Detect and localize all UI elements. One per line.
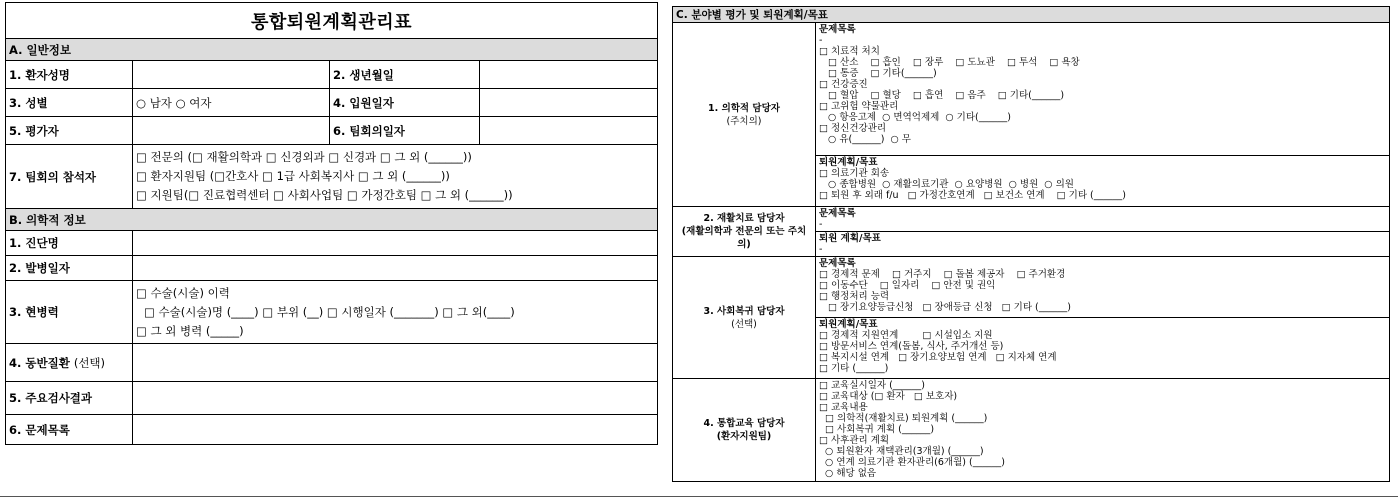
admission-date-label: 4. 입원일자 [330, 89, 480, 117]
social-goal-line-5[interactable]: □ 기타 (______) [819, 363, 889, 374]
education-line-2[interactable]: □ 교육대상 (□ 환자 □ 보호자) [819, 391, 958, 402]
current-history-line-3[interactable]: □ 그 외 병력 (_____) [136, 323, 244, 338]
social-goal-line-1: 퇴원계획/목표 [819, 319, 878, 330]
form-table-right [672, 6, 1390, 482]
social-problem-list[interactable] [816, 257, 1390, 318]
attendees-field[interactable] [133, 145, 658, 209]
social-role-cell [673, 257, 816, 379]
comorbidity-title: 4. 동반질환 [9, 355, 70, 370]
education-line-8[interactable]: ○ 연계 의료기관 환자관리(6개월) (______) [819, 457, 1005, 468]
diagnosis-field[interactable] [133, 231, 658, 256]
patient-name-label: 1. 환자성명 [6, 61, 133, 89]
meeting-date-label: 6. 팀회의일자 [330, 117, 480, 145]
social-problem-line-2[interactable]: □ 경제적 문제 □ 거주지 □ 돌봄 제공자 □ 주거환경 [819, 269, 1066, 280]
social-goal-line-4[interactable]: □ 복지시설 연계 □ 장기요양보험 연계 □ 지자체 연계 [819, 352, 1057, 363]
rehab-problem-line-2[interactable]: - [819, 219, 823, 230]
social-problem-line-1: 문제목록 [819, 258, 856, 269]
education-content[interactable] [816, 379, 1390, 482]
rehab-goal-line-1: 퇴원 계획/목표 [819, 233, 881, 244]
rehab-discharge-goal[interactable] [816, 232, 1390, 257]
medical-problem-line-10[interactable]: □ 정신건강관리 [819, 123, 887, 134]
attendees-label: 7. 팀회의 참석자 [6, 145, 133, 209]
current-history-line-1[interactable]: □ 수술(시술) 이력 [136, 285, 230, 300]
comorbidity-optional: (선택) [73, 355, 106, 370]
medical-goal-line-1: 퇴원계획/목표 [819, 157, 878, 168]
rehab-role-label: 2. 재활치료 담당자 [703, 213, 785, 224]
rehab-problem-list[interactable] [816, 207, 1390, 232]
problem-list-label: 6. 문제목록 [6, 415, 133, 445]
medical-role-label: 1. 의학적 담당자 [708, 102, 780, 114]
comorbidity-field[interactable] [133, 344, 658, 382]
diagnosis-label: 1. 진단명 [6, 231, 133, 256]
meeting-date-field[interactable] [480, 117, 658, 145]
evaluator-field[interactable] [133, 117, 330, 145]
patient-name-field[interactable] [133, 61, 330, 89]
rehab-problem-line-1: 문제목록 [819, 208, 856, 219]
education-role-sub: (환자지원팀) [716, 431, 772, 442]
education-line-6[interactable]: □ 사후관리 계획 [819, 435, 890, 446]
social-goal-line-3[interactable]: □ 방문서비스 연계(돌봄, 식사, 주거개선 등) [819, 341, 1004, 352]
birthdate-field[interactable] [480, 61, 658, 89]
education-role-label: 4. 통합교육 담당자 [703, 418, 785, 429]
social-problem-line-5[interactable]: □ 장기요양등급신청 □ 장애등급 신청 □ 기타 (______) [819, 302, 1071, 313]
education-line-1[interactable]: □ 교육실시일자 (______) [819, 380, 925, 391]
onset-date-field[interactable] [133, 256, 658, 281]
medical-problem-line-11[interactable]: ○ 유(______) ○ 무 [819, 134, 911, 145]
social-problem-line-4[interactable]: □ 행정처리 능력 [819, 291, 890, 302]
medical-problem-line-2[interactable]: - [819, 35, 823, 46]
rehab-goal-line-2[interactable]: - [819, 244, 823, 255]
form-title: 통합퇴원계획관리표 [5, 2, 658, 38]
education-line-5[interactable]: □ 사회복귀 계획 (______) [819, 424, 935, 435]
education-line-4[interactable]: □ 의학적(재활치료) 퇴원계획 (______) [819, 413, 988, 424]
education-line-3[interactable]: □ 교육내용 [819, 402, 868, 413]
medical-role-cell [673, 23, 816, 207]
education-line-9[interactable]: ○ 해당 없음 [819, 468, 877, 479]
social-discharge-goal[interactable] [816, 318, 1390, 379]
section-c-form [672, 6, 1390, 479]
medical-problem-line-5[interactable]: □ 통증 □ 기타(______) [819, 68, 937, 79]
medical-problem-line-9[interactable]: ○ 항응고제 ○ 면역억제제 ○ 기타(______) [819, 112, 1011, 123]
section-b-header: B. 의학적 정보 [6, 209, 658, 231]
social-role-label: 3. 사회복귀 담당자 [703, 305, 785, 317]
current-history-label: 3. 현병력 [6, 281, 133, 344]
medical-goal-line-3[interactable]: ○ 종합병원 ○ 재활의료기관 ○ 요양병원 ○ 병원 ○ 의원 [819, 179, 1074, 190]
medical-goal-line-4[interactable]: □ 퇴원 후 외래 f/u □ 가정간호연계 □ 보건소 연계 □ 기타 (______) [819, 190, 1126, 201]
sex-options[interactable]: ○ 남자 ○ 여자 [133, 89, 330, 117]
medical-problem-line-3[interactable]: □ 치료적 처치 [819, 46, 880, 57]
section-a-header: A. 일반정보 [6, 39, 658, 61]
general-info-form [5, 2, 658, 458]
current-history-line-2[interactable]: □ 수술(시술)명 (____) □ 부위 (__) □ 시행일자 (_______) □ 그 외(____) [144, 304, 515, 319]
medical-problem-list[interactable] [816, 23, 1390, 156]
rehab-role-cell [673, 207, 816, 257]
medical-problem-line-7[interactable]: □ 혈압 □ 혈당 □ 흡연 □ 음주 □ 기타(______) [819, 90, 1065, 101]
comorbidity-label [6, 344, 133, 382]
section-c-header: C. 분야별 평가 및 퇴원계획/목표 [673, 7, 1390, 23]
education-role-cell [673, 379, 816, 482]
attendees-line-2[interactable]: □ 환자지원팀 (□간호사 □ 1급 사회복지사 □ 그 외 (______)) [136, 169, 450, 183]
medical-problem-line-6[interactable]: □ 건강증진 [819, 79, 868, 90]
page-bottom-rule [0, 496, 1398, 497]
education-line-7[interactable]: ○ 퇴원환자 재택관리(3개월) (______) [819, 446, 984, 457]
medical-goal-line-2[interactable]: □ 의료기관 회송 [819, 168, 890, 179]
test-results-label: 5. 주요검사결과 [6, 382, 133, 415]
sex-label: 3. 성별 [6, 89, 133, 117]
medical-role-sub: (주치의) [726, 115, 762, 127]
medical-problem-line-8[interactable]: □ 고위험 약물관리 [819, 101, 899, 112]
social-role-sub: (선택) [731, 318, 757, 330]
problem-list-field[interactable] [133, 415, 658, 445]
attendees-line-3[interactable]: □ 지원팀(□ 진료협력센터 □ 사회사업팀 □ 가정간호팀 □ 그 외 (______)) [136, 188, 513, 202]
admission-date-field[interactable] [480, 89, 658, 117]
medical-discharge-goal[interactable] [816, 156, 1390, 207]
evaluator-label: 5. 평가자 [6, 117, 133, 145]
medical-problem-line-1: 문제목록 [819, 24, 856, 35]
rehab-role-sub: (재활의학과 전문의 또는 주치의) [681, 226, 807, 250]
social-goal-line-2[interactable]: □ 경제적 지원연계 □ 시설입소 지원 [819, 330, 993, 341]
test-results-field[interactable] [133, 382, 658, 415]
current-history-field[interactable] [133, 281, 658, 344]
attendees-line-1[interactable]: □ 전문의 (□ 재활의학과 □ 신경외과 □ 신경과 □ 그 외 (______)) [136, 150, 472, 164]
social-problem-line-3[interactable]: □ 이동수단 □ 일자리 □ 안전 및 권익 [819, 280, 996, 291]
onset-date-label: 2. 발병일자 [6, 256, 133, 281]
birthdate-label: 2. 생년월일 [330, 61, 480, 89]
medical-problem-line-4[interactable]: □ 산소 □ 흡인 □ 장루 □ 도뇨관 □ 투석 □ 욕창 [819, 57, 1080, 68]
form-table-left [5, 38, 658, 445]
